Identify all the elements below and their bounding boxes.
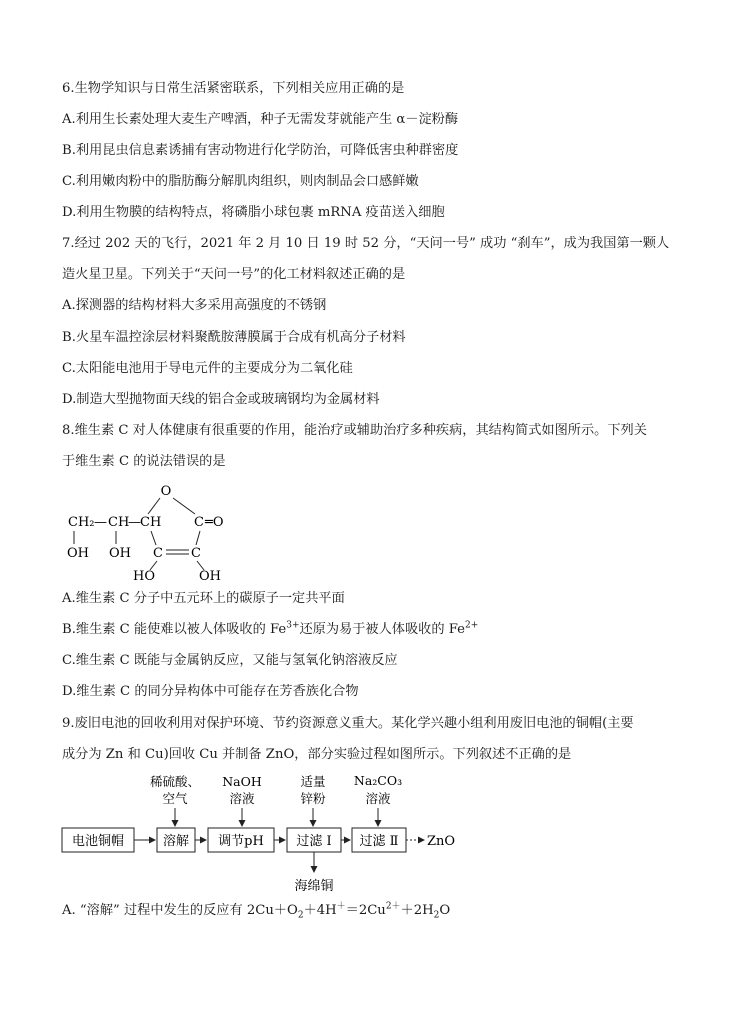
- bond-2: —: [128, 515, 141, 530]
- q6-option-b: B.利用昆虫信息素诱捕有害动物进行化学防治，可降低害虫种群密度: [62, 143, 459, 158]
- ch-chain: CH: [108, 515, 130, 530]
- reagent-2-line2: 溶液: [229, 791, 255, 806]
- q7-option-c: C.太阳能电池用于导电元件的主要成分为二氧化硅: [62, 361, 353, 376]
- hydroxyl-2: OH: [109, 546, 131, 561]
- ring-carbon-left: C: [153, 546, 163, 561]
- recycling-flow-diagram: [60, 768, 480, 896]
- product-zno: ZnO: [427, 834, 456, 849]
- reagent-4-line2: 溶液: [365, 791, 391, 806]
- q9-stem-line1: 9.废旧电池的回收利用对保护环境、节约资源意义重大。某化学兴趣小组利用废旧电池的铜帽(主要: [62, 716, 634, 731]
- q8-option-b: B.维生素 C 能使难以被人体吸收的 $Fe^{3+}$还原为易于被人体吸收的 $Fe^{2+}$: [62, 620, 479, 637]
- q7-stem-line1: 7.经过 202 天的飞行，2021 年 2 月 10 日 19 时 52 分，“天问一号” 成功 “刹车”，成为我国第一颗人: [62, 236, 670, 251]
- q9-option-a: A. “溶解” 过程中发生的反应有 $2Cu+O_2+4H^+=2Cu^{2+}+2H_2O$: [62, 901, 451, 921]
- ring-oxygen: O: [160, 484, 172, 499]
- q8-stem-line1: 8.维生素 C 对人体健康有很重要的作用，能治疗或辅助治疗多种疾病，其结构简式如图所示。下列关: [62, 423, 647, 438]
- box-battery-cap: 电池铜帽: [71, 834, 125, 849]
- q7-option-d: D.制造大型抛物面天线的铝合金或玻璃钢均为金属材料: [62, 392, 380, 407]
- reagent-3-line2: 锌粉: [300, 791, 326, 806]
- box-filter-2: 过滤 Ⅱ: [359, 834, 399, 849]
- box-filter-1: 过滤 Ⅰ: [296, 834, 332, 849]
- q8-stem-line2: 于维生素 C 的说法错误的是: [62, 454, 226, 469]
- q7-option-a: A.探测器的结构材料大多采用高强度的不锈钢: [62, 298, 327, 313]
- ch2-group: CH₂: [68, 515, 95, 530]
- byproduct-sponge-copper: 海绵铜: [294, 879, 334, 894]
- q6-option-d: D.利用生物膜的结构特点，将磷脂小球包裹 mRNA 疫苗送入细胞: [62, 205, 445, 220]
- box-dissolve: 溶解: [162, 834, 190, 849]
- bond-1: —: [94, 515, 107, 530]
- reagent-3-line1: 适量: [300, 774, 326, 789]
- ch-ring: CH: [140, 515, 162, 530]
- vitamin-c-structure: [60, 478, 260, 583]
- hydroxyl-3: HO: [133, 569, 155, 583]
- q7-option-b: B.火星车温控涂层材料聚酰胺薄膜属于合成有机高分子材料: [62, 330, 406, 345]
- q9-stem-line2: 成分为 Zn 和 Cu)回收 Cu 并制备 ZnO，部分实验过程如图所示。下列叙述不正确的是: [62, 747, 572, 762]
- carbonyl-oxygen: ═O: [205, 515, 224, 530]
- hydroxyl-1: OH: [67, 546, 89, 561]
- q6-stem: 6.生物学知识与日常生活紧密联系，下列相关应用正确的是: [62, 81, 405, 96]
- box-adjust-ph: 调节pH: [218, 834, 264, 849]
- reagent-1-line2: 空气: [162, 791, 188, 806]
- q8-option-a: A.维生素 C 分子中五元环上的碳原子一定共平面: [62, 591, 345, 606]
- reagent-2-line1: NaOH: [222, 774, 262, 789]
- q8-option-d: D.维生素 C 的同分异构体中可能存在芳香族化合物: [62, 684, 359, 699]
- carbonyl-carbon: C: [194, 515, 204, 530]
- q6-option-c: C.利用嫩肉粉中的脂肪酶分解肌肉组织，则肉制品会口感鲜嫩: [62, 174, 419, 189]
- q6-option-a: A.利用生长素处理大麦生产啤酒，种子无需发芽就能产生 α－淀粉酶: [62, 112, 459, 127]
- q8-option-c: C.维生素 C 既能与金属钠反应，又能与氢氧化钠溶液反应: [62, 653, 398, 668]
- reagent-4-line1: Na₂CO₃: [353, 773, 403, 788]
- ring-carbon-right: C: [191, 546, 201, 561]
- hydroxyl-4: OH: [199, 569, 221, 583]
- q7-stem-line2: 造火星卫星。下列关于“天问一号”的化工材料叙述正确的是: [62, 267, 406, 282]
- reagent-1-line1: 稀硫酸、: [149, 774, 201, 789]
